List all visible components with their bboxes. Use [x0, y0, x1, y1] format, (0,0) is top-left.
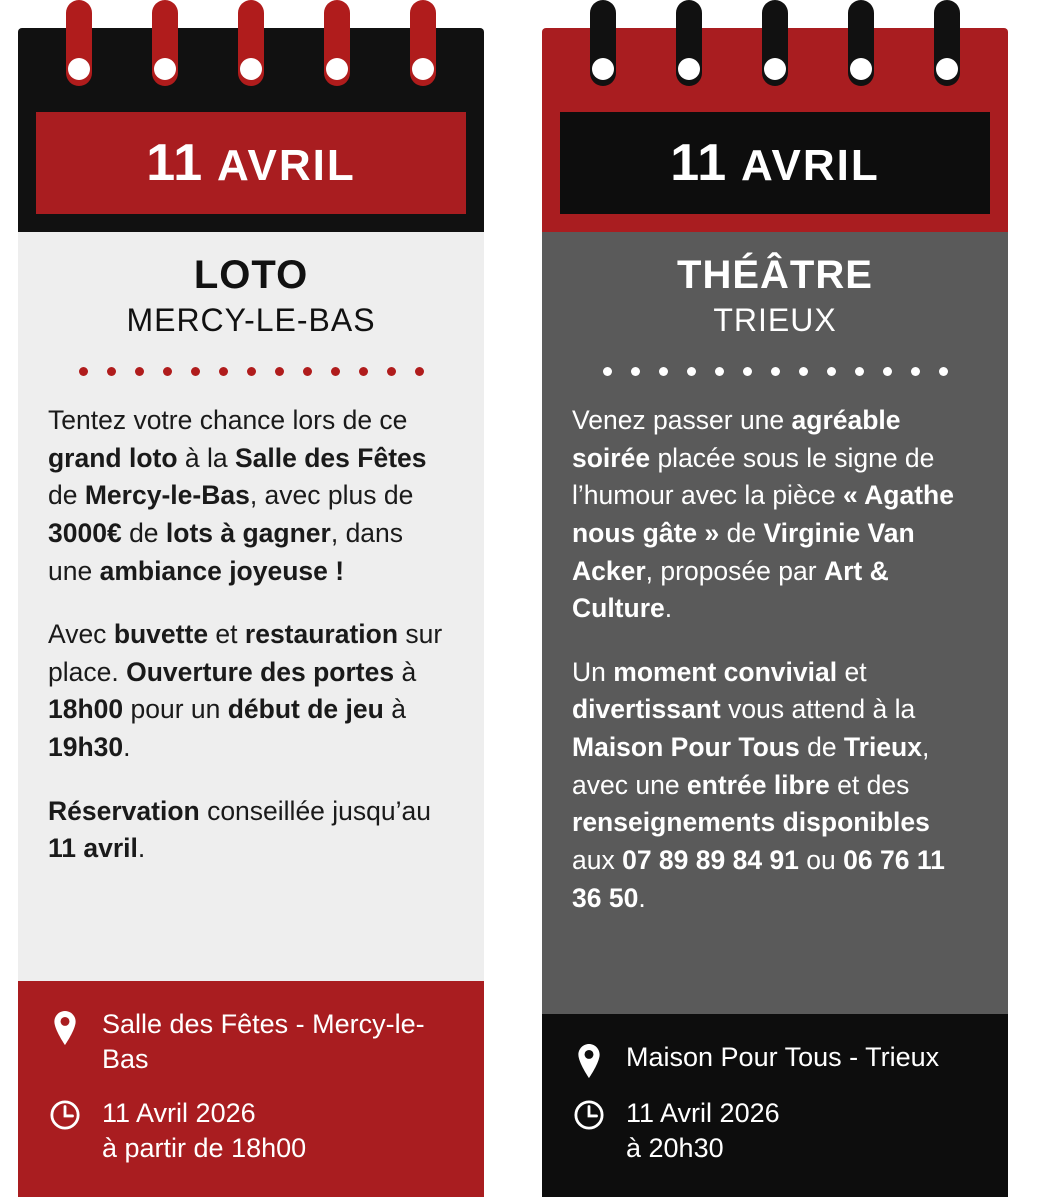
footer-location-text: Maison Pour Tous - Trieux — [626, 1041, 940, 1072]
event-title: LOTO — [193, 253, 309, 297]
card-body — [542, 232, 1008, 1014]
divider-dot — [911, 367, 920, 376]
footer-time: à partir de 18h00 — [102, 1133, 307, 1164]
event-description-paragraph: Avec buvette et restauration sur place. Ouverture des portes à 18h00 pour un début de jeu à 19h30. — [48, 619, 443, 762]
dot-divider — [48, 367, 454, 376]
footer-time-row — [572, 1096, 978, 1167]
divider-dot — [275, 367, 284, 376]
event-subtitle: MERCY-LE-BAS — [126, 302, 376, 338]
event-description-paragraph: Venez passer une agréable soirée placée sous le signe de l’humour avec la pièce « Agathe nous gâte » de Virginie Van Acker, proposée par Art & Culture. — [572, 405, 954, 624]
card-footer — [542, 1014, 1008, 1197]
event-card-theatre — [542, 0, 1008, 1197]
divider-dot — [191, 367, 200, 376]
card-body — [18, 232, 484, 981]
footer-datetime-text — [102, 1096, 306, 1167]
date-text — [670, 134, 880, 192]
divider-dot — [247, 367, 256, 376]
map-pin-icon — [572, 1040, 606, 1078]
divider-dot — [939, 367, 948, 376]
footer-datetime-text — [626, 1096, 780, 1167]
divider-dot — [219, 367, 228, 376]
clock-icon — [48, 1096, 82, 1130]
divider-dot — [163, 367, 172, 376]
divider-dot — [799, 367, 808, 376]
divider-dot — [743, 367, 752, 376]
divider-dot — [107, 367, 116, 376]
divider-dot — [415, 367, 424, 376]
divider-dot — [135, 367, 144, 376]
date-plate — [36, 112, 466, 214]
date-month: AVRIL — [217, 141, 356, 190]
divider-dot — [303, 367, 312, 376]
divider-dot — [855, 367, 864, 376]
divider-dot — [659, 367, 668, 376]
map-pin-icon — [48, 1007, 82, 1045]
event-description-paragraph: Réservation conseillée jusqu’au 11 avril. — [48, 795, 431, 864]
footer-date: 11 Avril 2026 — [626, 1097, 780, 1128]
event-title: THÉÂTRE — [677, 253, 873, 297]
event-subtitle: TRIEUX — [713, 302, 837, 338]
date-month: AVRIL — [741, 141, 880, 190]
card-header — [542, 0, 1008, 232]
footer-location-row — [572, 1040, 978, 1078]
divider-dot — [883, 367, 892, 376]
date-text — [146, 134, 356, 192]
divider-dot — [631, 367, 640, 376]
footer-time-row — [48, 1096, 454, 1167]
divider-dot — [387, 367, 396, 376]
divider-dot — [359, 367, 368, 376]
event-card-loto — [18, 0, 484, 1197]
card-header — [18, 0, 484, 232]
date-day: 11 — [146, 134, 204, 192]
event-description-paragraph: Un moment convivial et divertissant vous attend à la Maison Pour Tous de Trieux, avec une entrée libre et des renseignements disponibles aux 07 89 89 84 91 ou 06 76 11 36 50. — [572, 656, 945, 913]
divider-dot — [827, 367, 836, 376]
divider-dot — [331, 367, 340, 376]
divider-dot — [603, 367, 612, 376]
event-description-paragraph: Tentez votre chance lors de ce grand loto à la Salle des Fêtes de Mercy-le-Bas, avec plus de 3000€ de lots à gagner, dans une ambiance joyeuse ! — [48, 405, 427, 586]
footer-location-row — [48, 1007, 454, 1078]
card-footer — [18, 981, 484, 1197]
dot-divider — [572, 367, 978, 376]
divider-dot — [79, 367, 88, 376]
date-day: 11 — [670, 134, 728, 192]
divider-dot — [715, 367, 724, 376]
divider-dot — [771, 367, 780, 376]
clock-icon — [572, 1096, 606, 1130]
footer-date: 11 Avril 2026 — [102, 1097, 256, 1128]
divider-dot — [687, 367, 696, 376]
footer-location-text: Salle des Fêtes - Mercy-le-Bas — [102, 1008, 425, 1075]
date-plate — [560, 112, 990, 214]
footer-time: à 20h30 — [626, 1133, 724, 1164]
